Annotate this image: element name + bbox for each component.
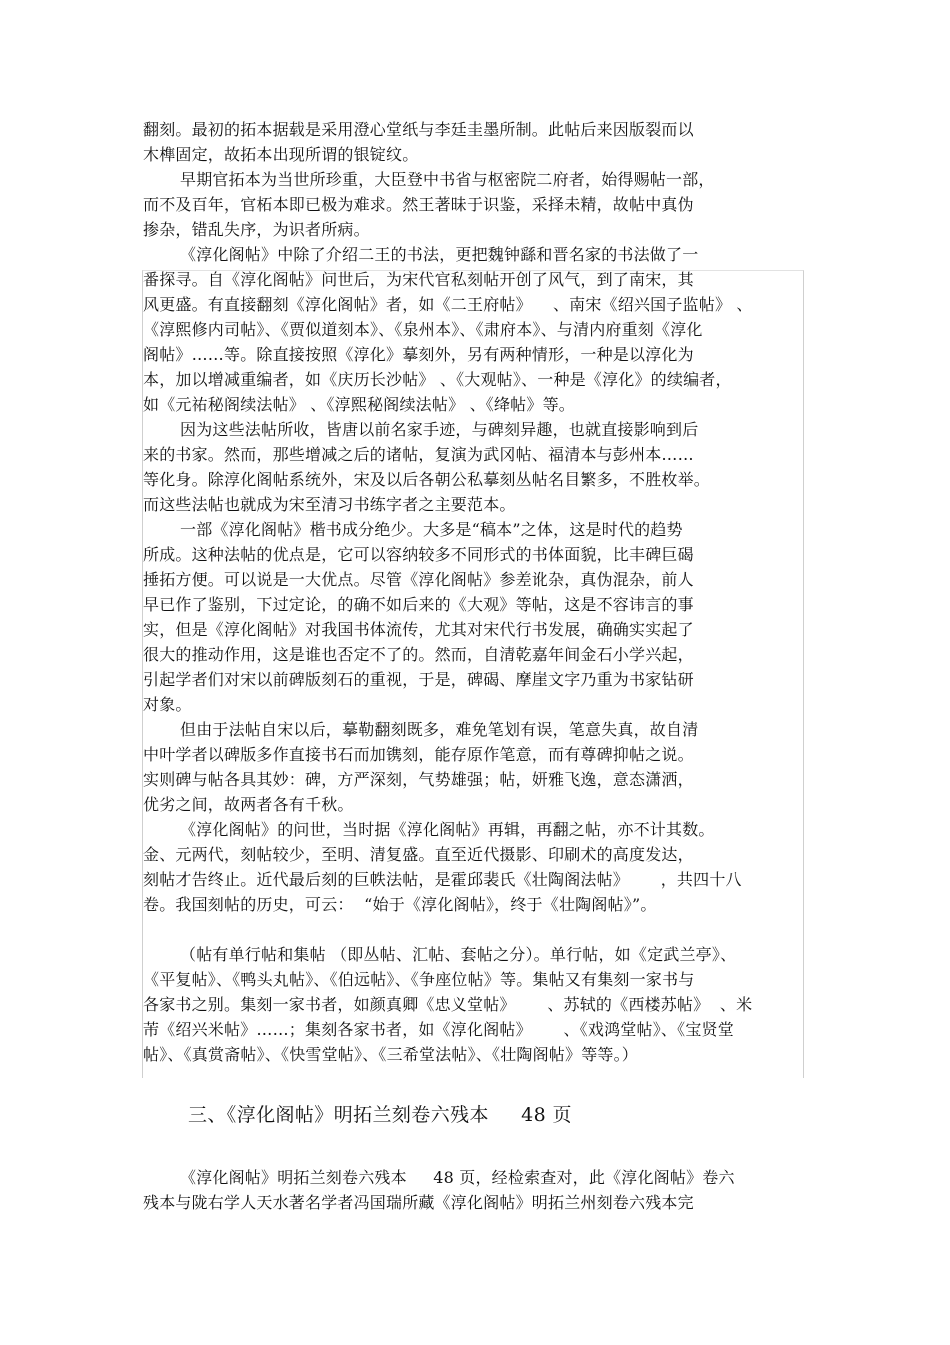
text-line: 一部《淳化阁帖》楷书成分绝少。大多是“稿本”之体，这是时代的趋势 [180, 520, 683, 539]
text-line: 但由于法帖自宋以后，摹勒翻刻既多，难免笔划有误，笔意失真，故自清 [180, 720, 699, 739]
text-line: 实，但是《淳化阁帖》对我国书体流传，尤其对宋代行书发展，确确实实起了 [143, 620, 694, 639]
text-line: 残本与陇右学人天水著名学者冯国瑞所藏《淳化阁帖》明拓兰州刻卷六残本完 [143, 1193, 694, 1212]
text-line: 《淳熙修内司帖》、《贾似道刻本》、《泉州本》、《肃府本》、与清内府重刻《淳化 [143, 320, 703, 339]
section-heading: 三、《淳化阁帖》明拓兰刻卷六残本 48 页 [188, 1104, 572, 1126]
text-line: （帖有单行帖和集帖 （即丛帖、汇帖、套帖之分）。单行帖，如《定武兰亭》、 [180, 945, 737, 964]
text-line: 阁帖》……等。除直接按照《淳化》摹刻外，另有两种情形，一种是以淳化为 [143, 345, 694, 364]
text-line: 所成。这种法帖的优点是，它可以容纳较多不同形式的书体面貌，比丰碑巨碣 [143, 545, 694, 564]
text-line: 优劣之间，故两者各有千秋。 [143, 795, 354, 814]
text-line: 而不及百年，官柘本即已极为难求。然王著昧于识鉴，采择未精，故帖中真伪 [143, 195, 694, 214]
text-line: 掺杂，错乱失序，为识者所病。 [143, 220, 370, 239]
text-line: 而这些法帖也就成为宋至清习书练字者之主要范本。 [143, 495, 516, 514]
text-line: 如《元祐秘阁续法帖》 、《淳熙秘阁续法帖》 、《绛帖》等。 [143, 395, 575, 414]
text-line: 《淳化阁帖》中除了介绍二王的书法，更把魏钟繇和晋名家的书法做了一 [180, 245, 699, 264]
text-line: 中叶学者以碑版多作直接书石而加镌刻，能存原作笔意，而有尊碑抑帖之说。 [143, 745, 694, 764]
text-line: 番探寻。自《淳化阁帖》问世后，为宋代官私刻帖开创了风气，到了南宋，其 [143, 270, 694, 289]
text-line: 芾《绍兴米帖》……；集刻各家书者，如《淳化阁帖》 、《戏鸿堂帖》、《宝贤堂 [143, 1020, 734, 1039]
text-line: 对象。 [143, 695, 192, 714]
text-line: 捶拓方便。可以说是一大优点。尽管《淳化阁帖》参差讹杂，真伪混杂，前人 [143, 570, 694, 589]
text-line: 引起学者们对宋以前碑版刻石的重视，于是，碑碣、摩崖文字乃重为书家钻研 [143, 670, 694, 689]
text-line: 因为这些法帖所收，皆唐以前名家手迹，与碑刻异趣，也就直接影响到后 [180, 420, 699, 439]
text-line: 早期官拓本为当世所珍重，大臣登中书省与枢密院二府者，始得赐帖一部， [180, 170, 715, 189]
text-line: 刻帖才告终止。近代最后刻的巨帙法帖，是霍邱裴氏《壮陶阁法帖》 ，共四十八 [143, 870, 742, 889]
text-line: 很大的推动作用，这是谁也否定不了的。然而，自清乾嘉年间金石小学兴起， [143, 645, 694, 664]
text-line: 本，加以增减重编者，如《庆历长沙帖》 、《大观帖》、一种是《淳化》的续编者， [143, 370, 732, 389]
text-line: 实则碑与帖各具其妙：碑，方严深刻，气势雄强；帖，妍雅飞逸，意态潇洒， [143, 770, 694, 789]
text-line: 金、元两代，刻帖较少，至明、清复盛。直至近代摄影、印刷术的高度发达， [143, 845, 694, 864]
text-line: 各家书之别。集刻一家书者，如颜真卿《忠义堂帖》 、苏轼的《西楼苏帖》 、米 [143, 995, 753, 1014]
text-line: 风更盛。有直接翻刻《淳化阁帖》者，如《二王府帖》 、南宋《绍兴国子监帖》 、 [143, 295, 753, 314]
text-line: 帖》、《真赏斋帖》、《快雪堂帖》、《三希堂法帖》、《壮陶阁帖》等等。） [143, 1045, 639, 1064]
text-line: 早已作了鉴别，下过定论，的确不如后来的《大观》等帖，这是不容讳言的事 [143, 595, 694, 614]
text-line: 《淳化阁帖》明拓兰刻卷六残本 48 页，经检索查对，此《淳化阁帖》卷六 [180, 1168, 735, 1187]
text-line: 来的书家。然而，那些增减之后的诸帖，复演为武冈帖、福清本与彭州本…… [143, 445, 694, 464]
text-line: 等化身。除淳化阁帖系统外，宋及以后各朝公私摹刻丛帖名目繁多，不胜枚举。 [143, 470, 711, 489]
text-line: 卷。我国刻帖的历史，可云： “始于《淳化阁帖》，终于《壮陶阁帖》”。 [143, 895, 657, 914]
text-line: 木榫固定，故拓本出现所谓的银锭纹。 [143, 145, 419, 164]
text-line: 《淳化阁帖》的问世，当时据《淳化阁帖》再辑，再翻之帖，亦不计其数。 [180, 820, 715, 839]
text-line: 翻刻。最初的拓本据载是采用澄心堂纸与李廷圭墨所制。此帖后来因版裂而以 [143, 120, 694, 139]
text-line: 《平复帖》、《鸭头丸帖》、《伯远帖》、《争座位帖》等。集帖又有集刻一家书与 [143, 970, 695, 989]
